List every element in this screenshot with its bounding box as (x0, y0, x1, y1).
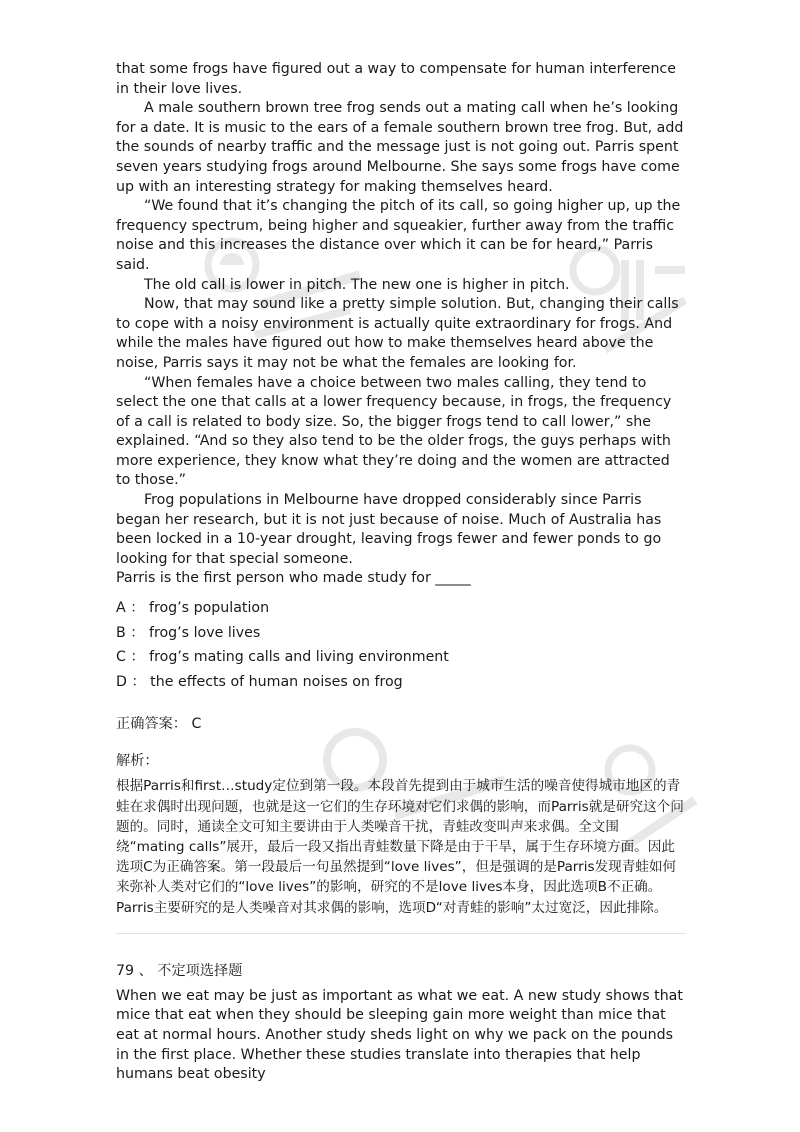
option-separator: ： (130, 600, 145, 617)
answer-label: 正确答案： (116, 716, 187, 733)
options-list (116, 596, 686, 694)
passage-paragraph: that some frogs have figured out a way to compensate for human interference in their love lives. (116, 61, 676, 97)
question-header (116, 961, 686, 981)
option-letter: C (116, 649, 126, 666)
section-divider (116, 933, 686, 934)
option-text: the effects of human noises on frog (150, 673, 403, 690)
option-text: frog’s mating calls and living environment (149, 649, 449, 666)
question-number: 79 (116, 962, 135, 979)
passage-paragraph: “We found that it’s changing the pitch of its call, so going higher up, up the frequency spectrum, being higher and squeakier, further away from the traffic noise and this increases the distance over which it can be for heard,” Parris said. (116, 198, 681, 273)
question-number-separator: 、 (138, 962, 153, 979)
question-type: 不定项选择题 (157, 962, 243, 979)
option-text: frog’s population (148, 600, 270, 617)
option-letter: A (116, 600, 126, 617)
option-separator: ： (130, 649, 145, 666)
analysis-text: 根据Parris和first…study定位到第一段。本段首先提到由于城市生活的噪音使得城市地区的青蛙在求偶时出现问题，也就是这一它们的生存环境对它们求偶的影响，而Parris就是研究这个问题的。同时，通读全文可知主要讲由于人类噪音干扰，青蛙改变叫声来求偶。全文围绕“mating calls”展开，最后一段又指出青蛙数量下降是由于干旱，属于生存环境方面。因此选项C为正确答案。第一段最后一句虽然提到“love lives”，但是强调的是Parris发现青蛙如何来弥补人类对它们的“love lives”的影响，研究的不是love lives本身，因此选项B不正确。Parris主要研究的是人类噪音对其求偶的影响，选项D“对青蛙的影响”太过宽泛，因此排除。 (116, 778, 684, 916)
option-separator: ： (131, 673, 146, 690)
analysis-label: 解析： (116, 753, 159, 770)
option-letter: D (116, 673, 127, 690)
option-c[interactable] (116, 645, 686, 670)
passage-paragraph: Now, that may sound like a pretty simple solution. But, changing their calls to cope with a noisy environment is actually quite extraordinary for frogs. And while the males have figured out how to make themselves heard above the noise, Parris says it may not be what the females are looking for. (116, 296, 679, 371)
option-text: frog’s love lives (148, 624, 261, 641)
document-page (116, 60, 686, 1085)
question-passage: When we eat may be just as important as what we eat. A new study shows that mice that eat when they should be sleeping gain more weight than mice that eat at normal hours. Another study sheds light on why we pack on the pounds in the first place. Whether these studies translate into therapies that help humans beat obesity (116, 987, 683, 1083)
passage (116, 60, 686, 569)
option-separator: ： (130, 624, 145, 641)
passage-paragraph: The old call is lower in pitch. The new one is higher in pitch. (144, 276, 570, 293)
question-stem: Parris is the first person who made study for _____ (116, 570, 471, 587)
correct-answer (116, 714, 686, 734)
answer-value: C (191, 716, 202, 733)
option-b[interactable] (116, 621, 686, 646)
option-letter: B (116, 624, 126, 641)
option-a[interactable] (116, 596, 686, 621)
passage-paragraph: Frog populations in Melbourne have dropped considerably since Parris began her research, but it is not just because of noise. Much of Australia has been locked in a 10-year drought, leaving frogs fewer and fewer ponds to go looking for that special someone. (116, 492, 662, 567)
option-d[interactable] (116, 670, 686, 695)
passage-paragraph: “When females have a choice between two males calling, they tend to select the one that calls at a lower frequency because, in frogs, the frequency of a call is related to body size. So, the bigger frogs tend to call lower,” she explained. “And so they also tend to be the older frogs, the guys perhaps with more experience, they know what they’re doing and the women are attracted to those.” (116, 374, 672, 489)
passage-paragraph: A male southern brown tree frog sends out a mating call when he’s looking for a date. It is music to the ears of a female southern brown tree frog. But, add the sounds of nearby traffic and the message just is not going out. Parris spent seven years studying frogs around Melbourne. She says some frogs have come up with an interesting strategy for making themselves heard. (116, 100, 684, 195)
